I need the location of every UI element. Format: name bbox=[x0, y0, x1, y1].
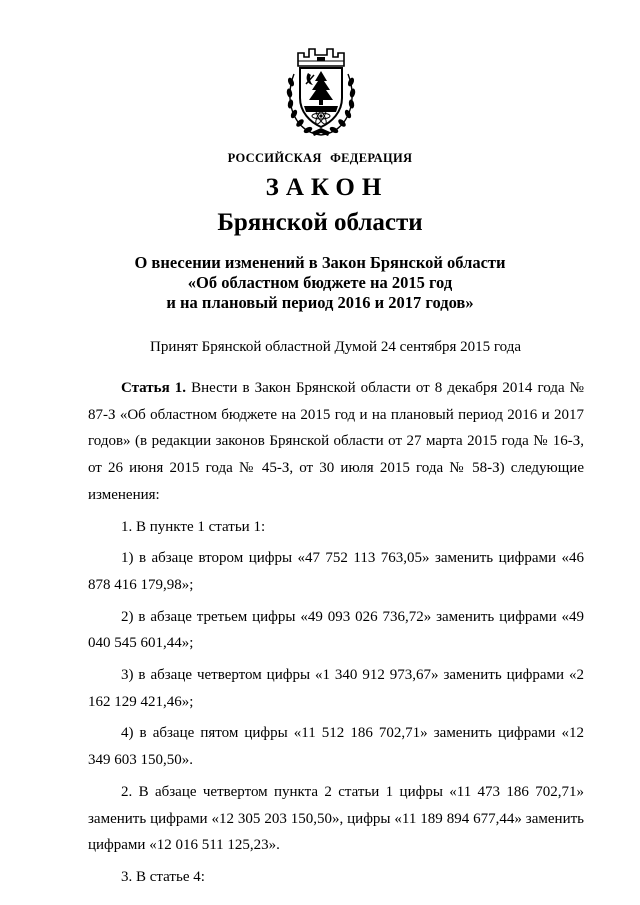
article-text: Внести в Закон Брянской области от 8 декабря 2014 года № 87-З «Об областном бюджете на 2015 год и на плановый период 2016 и 2017 годов» (в редакции законов Брянской области от 27 марта 2015 года № 16-З, от 26 июня 2015 года № 45-З, от 30 июля 2015 года № 58-З) следующие изменения: bbox=[88, 380, 584, 503]
article-1-paragraph bbox=[88, 375, 584, 509]
list-item: 3) в абзаце четвертом цифры «1 340 912 973,67» заменить цифрами «2 162 129 421,46»; bbox=[88, 667, 584, 710]
adoption-line: Принят Брянской областной Думой 24 сентября 2015 года bbox=[150, 339, 522, 355]
list-item: 1. В пункте 1 статьи 1: bbox=[121, 518, 266, 535]
subject-line: О внесении изменений в Закон Брянской области bbox=[134, 253, 506, 272]
list-item: 4) в абзаце пятом цифры «11 512 186 702,71» заменить цифрами «12 349 603 150,50». bbox=[88, 725, 584, 769]
article-label: Статья 1. bbox=[121, 380, 187, 396]
region-title: Брянской области bbox=[217, 209, 423, 236]
law-title: ЗАКОН bbox=[265, 174, 389, 201]
list-item: 1) в абзаце втором цифры «47 752 113 763,05» заменить цифрами «46 878 416 179,98»; bbox=[88, 550, 584, 593]
list-item: 2) в абзаце третьем цифры «49 093 026 736,72» заменить цифрами «49 040 545 601,44»; bbox=[88, 608, 584, 652]
federation-heading: РОССИЙСКАЯ ФЕДЕРАЦИЯ bbox=[227, 151, 413, 165]
law-body bbox=[88, 375, 584, 891]
law-subject bbox=[0, 253, 640, 313]
subject-line: «Об областном бюджете на 2015 год bbox=[187, 273, 453, 292]
subject-line: и на плановый период 2016 и 2017 годов» bbox=[166, 293, 474, 312]
list-item: 2. В абзаце четвертом пункта 2 статьи 1 цифры «11 473 186 702,71» заменить цифрами «12 305 203 150,50», цифры «11 189 894 677,44» заменить цифрами «12 016 511 125,23». bbox=[88, 783, 584, 854]
bryansk-coat-of-arms-icon bbox=[284, 44, 358, 138]
list-item: 3. В статье 4: bbox=[121, 868, 205, 885]
